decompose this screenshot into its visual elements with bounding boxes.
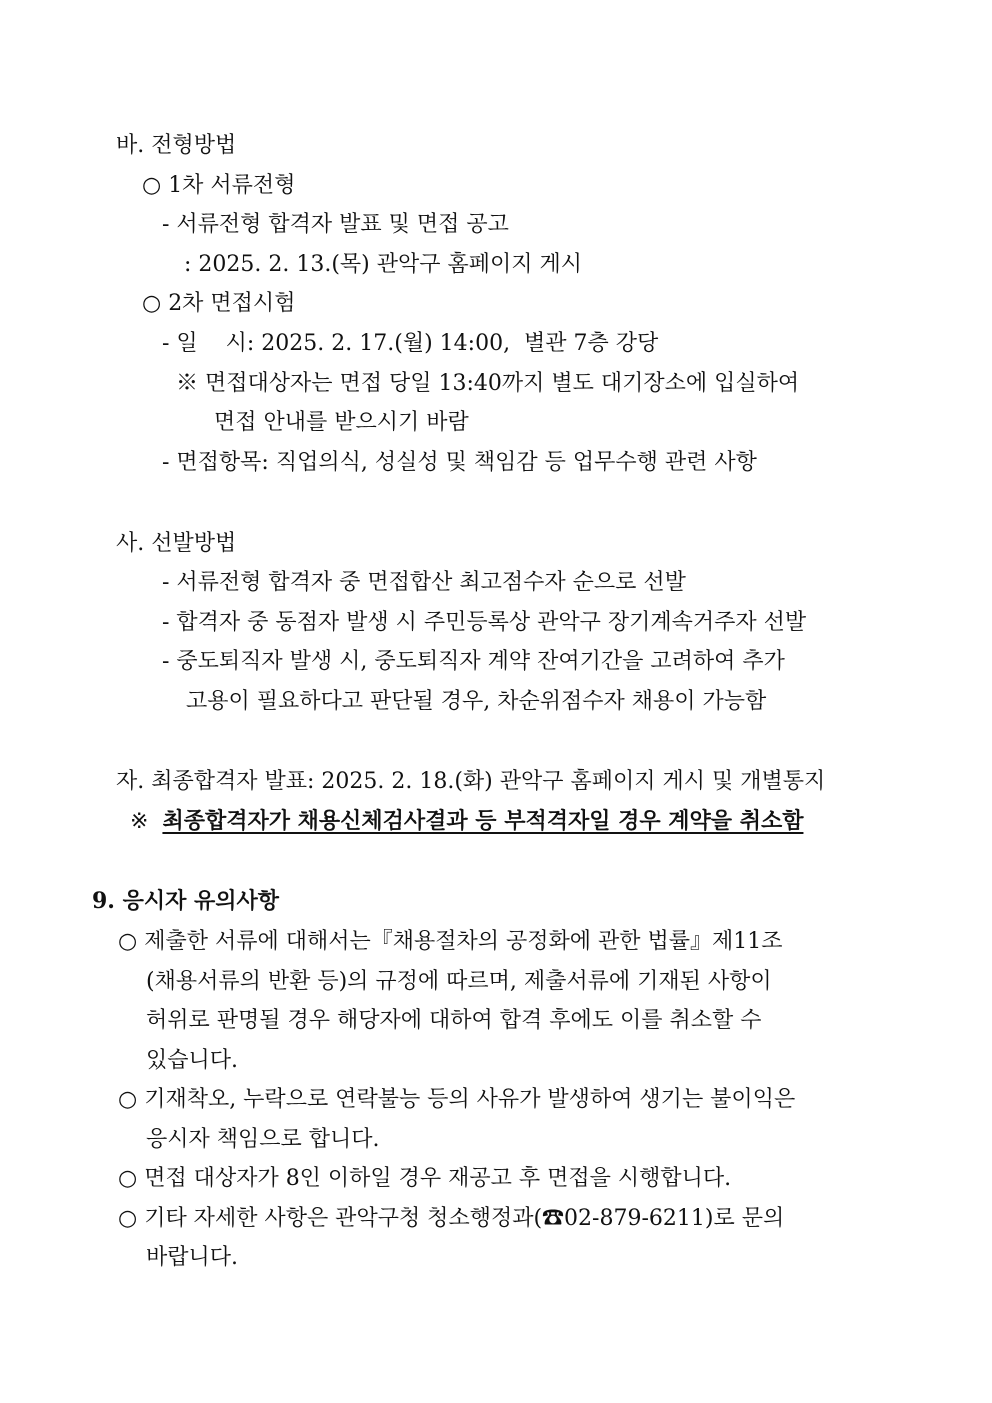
notes-item-1-line2: (채용서류의 반환 등)의 규정에 따르며, 제출서류에 기재된 사항이 — [146, 969, 772, 994]
notes-item-1-line4: 있습니다. — [146, 1048, 239, 1073]
stage2-schedule: - 일 시: 2025. 2. 17.(월) 14:00, 별관 7층 강당 — [162, 331, 659, 356]
final-announcement: 자. 최종합격자 발표: 2025. 2. 18.(화) 관악구 홈페이지 게시 및 개별통지 — [116, 769, 826, 794]
notes-item-2-line2: 응시자 책임으로 합니다. — [146, 1127, 380, 1152]
notes-item-4-line1: ○ 기타 자세한 사항은 관악구청 청소행정과(☎02-879-6211)로 문의 — [118, 1206, 785, 1231]
notes-item-2-line1: ○ 기재착오, 누락으로 연락불능 등의 사유가 발생하여 생기는 불이익은 — [118, 1087, 796, 1112]
final-note-text: 최종합격자가 채용신체검사결과 등 부적격자일 경우 계약을 취소함 — [162, 808, 804, 834]
section-heading-notes: 9. 응시자 유의사항 — [92, 888, 280, 914]
section-heading-selection-criteria: 사. 선발방법 — [116, 531, 237, 556]
final-note — [130, 807, 803, 836]
stage2-title: ○ 2차 면접시험 — [142, 291, 296, 316]
notes-item-3: ○ 면접 대상자가 8인 이하일 경우 재공고 후 면접을 시행합니다. — [118, 1166, 732, 1191]
criteria-item-1: - 서류전형 합격자 중 면접합산 최고점수자 순으로 선발 — [162, 570, 686, 595]
section-heading-selection-method: 바. 전형방법 — [116, 133, 237, 158]
criteria-item-3-line2: 고용이 필요하다고 판단될 경우, 차순위점수자 채용이 가능함 — [186, 689, 767, 714]
final-note-mark: ※ — [130, 809, 149, 834]
stage1-item: - 서류전형 합격자 발표 및 면접 공고 — [162, 212, 509, 237]
notes-item-4-line2: 바랍니다. — [146, 1245, 239, 1270]
stage2-items: - 면접항목: 직업의식, 성실성 및 책임감 등 업무수행 관련 사항 — [162, 450, 757, 475]
notes-item-1-line1: ○ 제출한 서류에 대해서는『채용절차의 공정화에 관한 법률』제11조 — [118, 929, 783, 954]
stage1-title: ○ 1차 서류전형 — [142, 173, 296, 198]
criteria-item-2: - 합격자 중 동점자 발생 시 주민등록상 관악구 장기계속거주자 선발 — [162, 610, 807, 635]
criteria-item-3-line1: - 중도퇴직자 발생 시, 중도퇴직자 계약 잔여기간을 고려하여 추가 — [162, 649, 785, 674]
stage2-note-line1: ※ 면접대상자는 면접 당일 13:40까지 별도 대기장소에 입실하여 — [176, 371, 800, 396]
notes-item-1-line3: 허위로 판명될 경우 해당자에 대하여 합격 후에도 이를 취소할 수 — [146, 1008, 762, 1033]
stage1-date: : 2025. 2. 13.(목) 관악구 홈페이지 게시 — [184, 252, 583, 277]
stage2-note-line2: 면접 안내를 받으시기 바람 — [214, 410, 469, 435]
